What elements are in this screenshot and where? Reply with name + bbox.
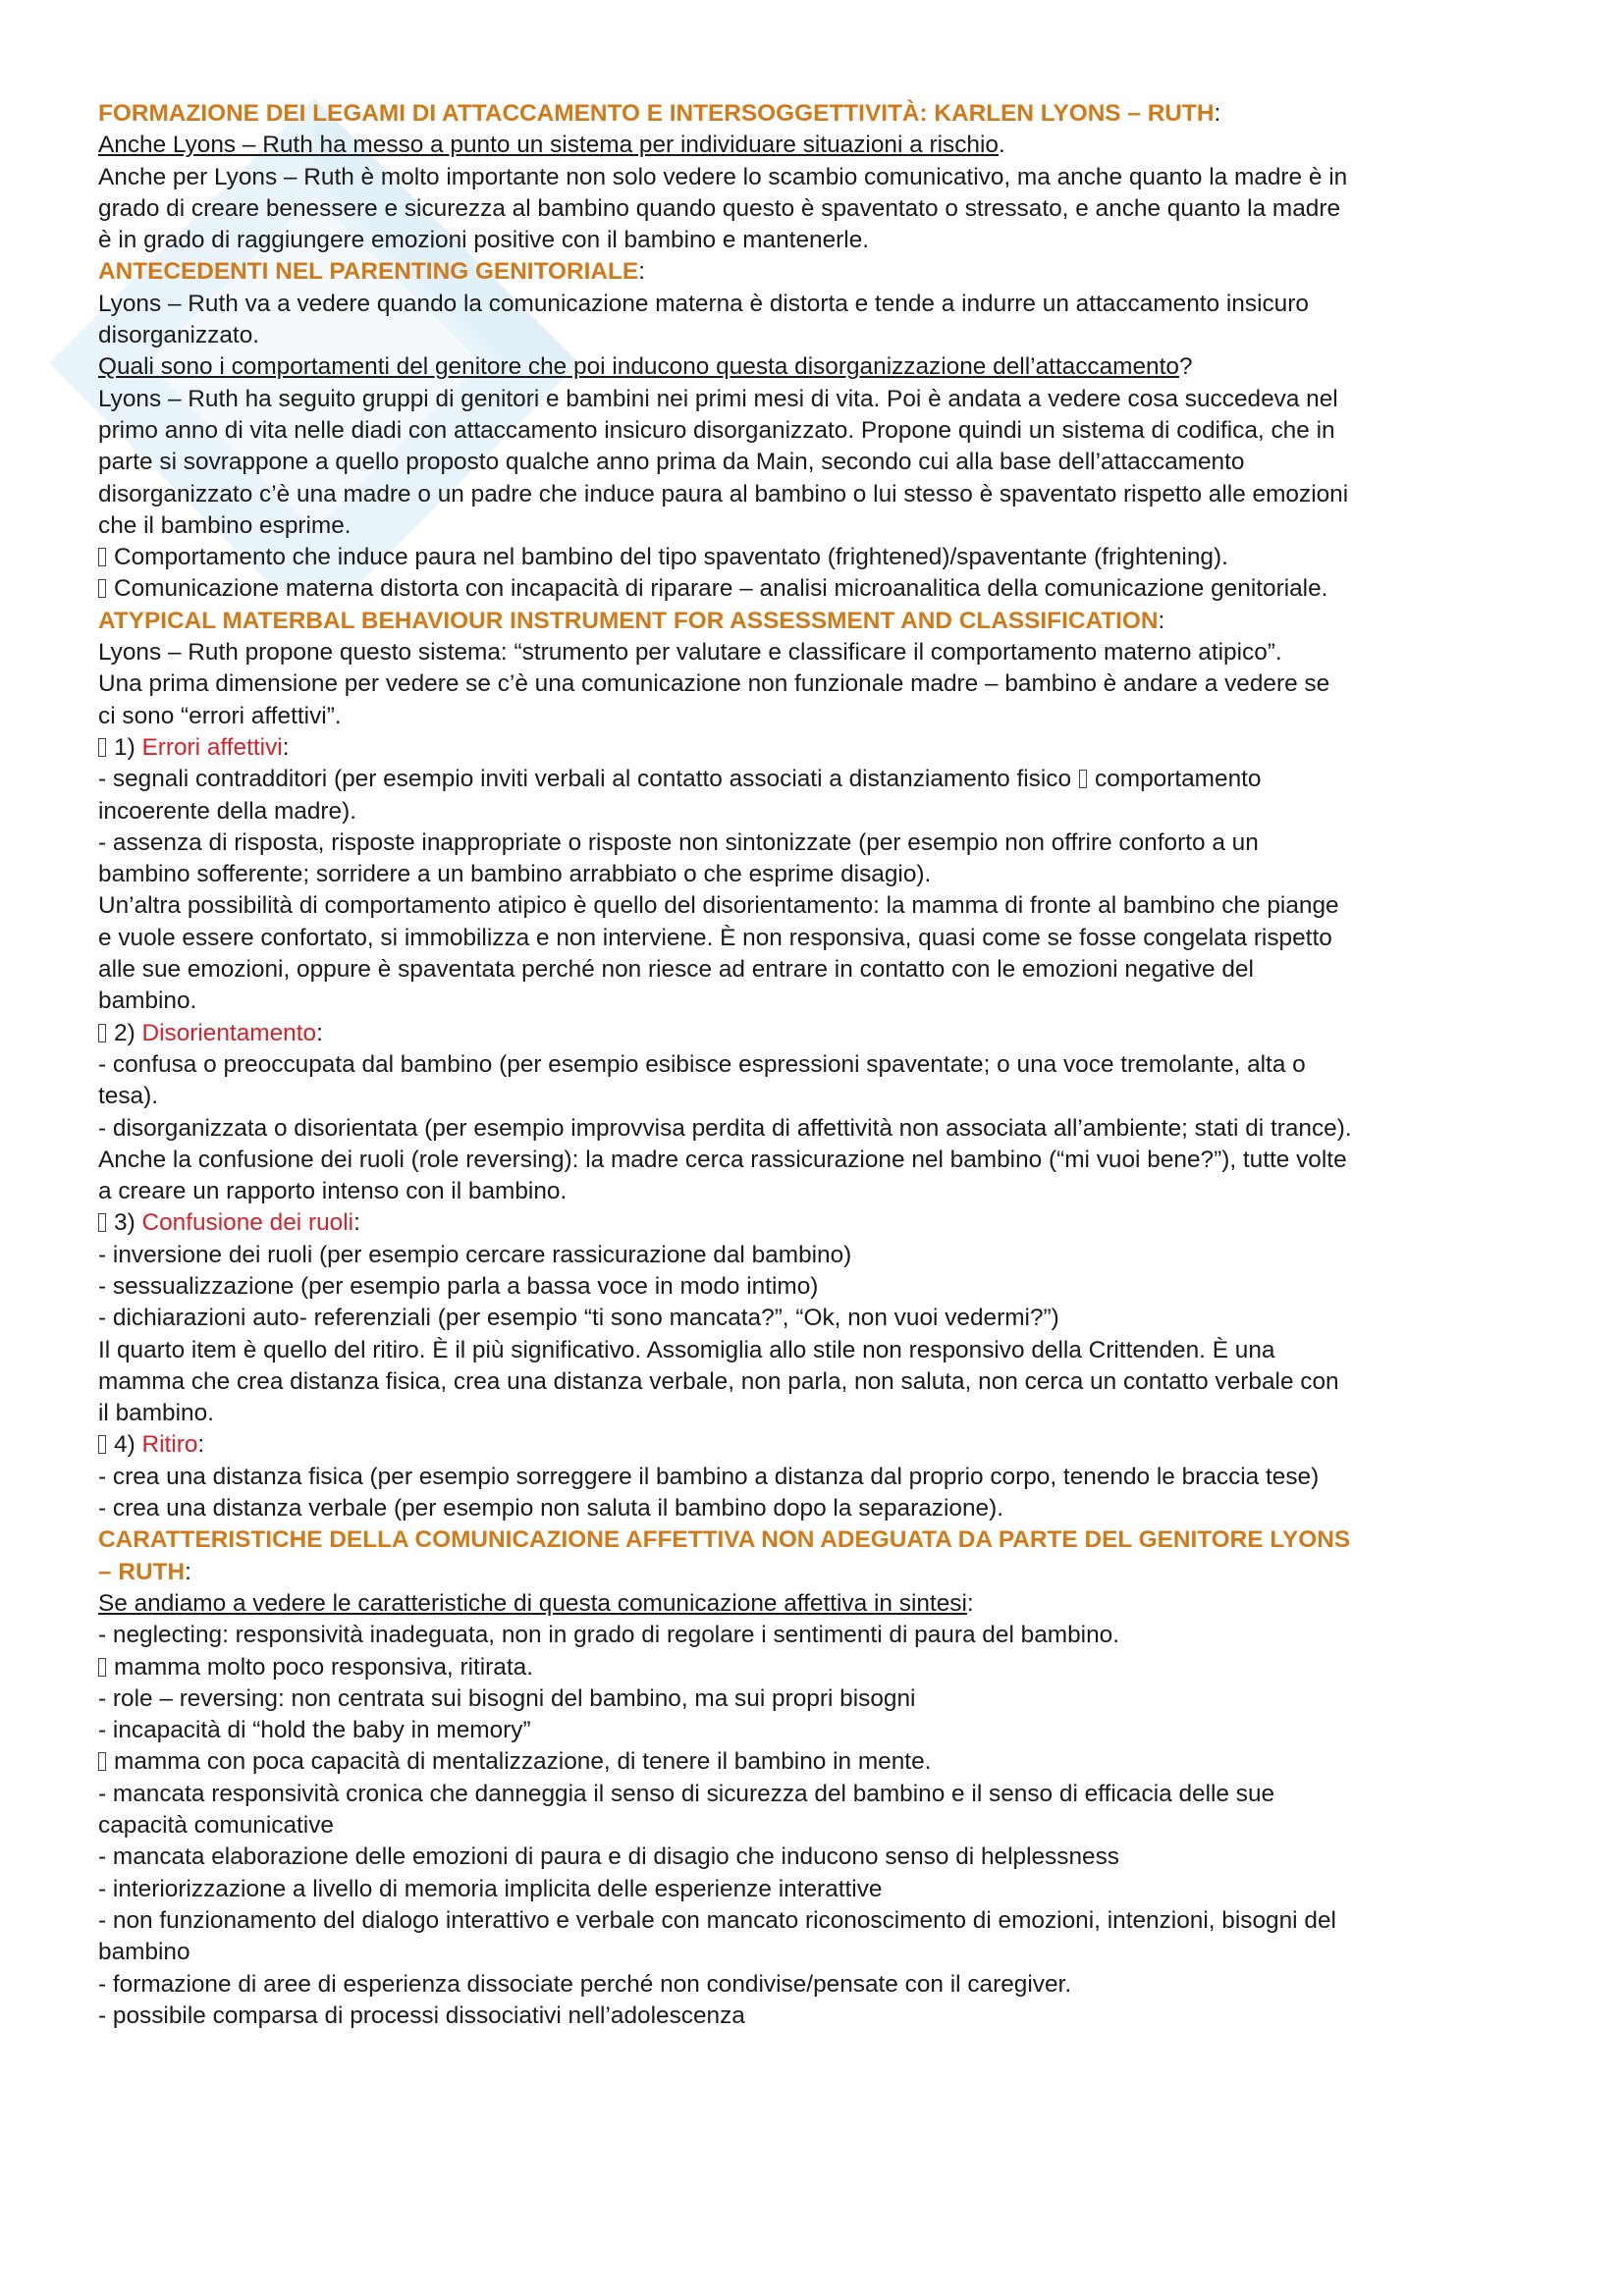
item-1: 1) Errori affettivi: (98, 732, 1542, 764)
box-bullet-icon (98, 1024, 106, 1042)
text-line: il bambino. (98, 1400, 214, 1427)
text-line: - role – reversing: non centrata sui bisogni del bambino, ma sui propri bisogni (98, 1684, 916, 1712)
bullet-line: Comunicazione materna distorta con incapacità di riparare – analisi microanalitica della comunicazione genitoriale. (98, 573, 1542, 605)
text-line: - interiorizzazione a livello di memoria implicita delle esperienze interattive (98, 1875, 883, 1902)
text-line: mamma che crea distanza fisica, crea una distanza verbale, non parla, non saluta, non cerca un contatto verbale con (98, 1367, 1339, 1395)
item-3: 3) Confusione dei ruoli: (98, 1207, 1542, 1239)
text-line: disorganizzato. (98, 322, 260, 349)
item-4: 4) Ritiro: (98, 1429, 1542, 1461)
text-line: a creare un rapporto intenso con il bambino. (98, 1178, 568, 1205)
text-line: - sessualizzazione (per esempio parla a bassa voce in modo intimo) (98, 1272, 819, 1300)
text-line: - possibile comparsa di processi dissociativi nell’adolescenza (98, 2002, 745, 2029)
heading-formazione: FORMAZIONE DEI LEGAMI DI ATTACCAMENTO E INTERSOGGETTIVITÀ: KARLEN LYONS – RUTH: (98, 100, 1221, 127)
text-line: Anche per Lyons – Ruth è molto importante non solo vedere lo scambio comunicativo, ma anche quanto la madre è in (98, 163, 1348, 190)
box-bullet-icon (1079, 770, 1087, 788)
question-line: Quali sono i comportamenti del genitore che poi inducono questa disorganizzazione dell’attaccamento? (98, 353, 1193, 381)
text-line: che il bambino esprime. (98, 511, 352, 539)
text-line: Lyons – Ruth va a vedere quando la comunicazione materna è distorta e tende a indurre un attaccamento insicuro (98, 290, 1309, 317)
text-line: - crea una distanza fisica (per esempio sorreggere il bambino a distanza dal proprio corpo, tenendo le braccia tese) (98, 1463, 1320, 1490)
box-bullet-icon (98, 548, 106, 566)
text-line: parte si sovrappone a quello proposto qualche anno prima da Main, secondo cui alla base dell’attaccamento (98, 449, 1245, 476)
text-line: - disorganizzata o disorientata (per esempio improvvisa perdita di affettività non associata all’ambiente; stati di trance). (98, 1114, 1352, 1142)
box-bullet-icon (98, 579, 106, 598)
text-line: disorganizzato c’è una madre o un padre che induce paura al bambino o lui stesso è spaventato rispetto alle emozioni (98, 480, 1349, 507)
text-line: - dichiarazioni auto- referenziali (per esempio “ti sono mancata?”, “Ok, non vuoi vedermi?”) (98, 1305, 1059, 1332)
text-line: grado di creare benessere e sicurezza al bambino quando questo è spaventato o stressato, e anche quanto la madre (98, 194, 1341, 222)
box-bullet-icon (98, 1213, 106, 1232)
text-line: Lyons – Ruth ha seguito gruppi di genitori e bambini nei primi mesi di vita. Poi è andata a vedere cosa succedeva nel (98, 385, 1338, 412)
heading-atypical: ATYPICAL MATERBAL BEHAVIOUR INSTRUMENT FOR ASSESSMENT AND CLASSIFICATION: (98, 607, 1165, 634)
text-line: - confusa o preoccupata dal bambino (per esempio esibisce espressioni spaventate; o una voce tremolante, alta o (98, 1050, 1306, 1078)
text-line: - assenza di risposta, risposte inappropriate o risposte non sintonizzate (per esempio non offrire conforto a un (98, 828, 1259, 856)
text-line: - formazione di aree di esperienza dissociate perché non condivise/pensate con il caregiver. (98, 1970, 1072, 1998)
text-line: Il quarto item è quello del ritiro. È il più significativo. Assomiglia allo stile non responsivo della Crittenden. È una (98, 1336, 1275, 1363)
text-line: bambino (98, 1939, 190, 1966)
text-line: - inversione dei ruoli (per esempio cercare rassicurazione dal bambino) (98, 1241, 852, 1268)
text-line: - neglecting: responsività inadeguata, non in grado di regolare i sentimenti di paura del bambino. (98, 1622, 1119, 1649)
text-line: - segnali contradditori (per esempio inviti verbali al contatto associati a distanziamento fisico comportamento (98, 766, 1262, 793)
text-line: bambino. (98, 988, 197, 1015)
text-line: - mancata elaborazione delle emozioni di paura e di disagio che inducono senso di helplessness (98, 1843, 1119, 1871)
box-bullet-icon (98, 1435, 106, 1454)
text-line: è in grado di raggiungere emozioni positive con il bambino e mantenerle. (98, 227, 870, 254)
heading-caratteristiche-cont: – RUTH: (98, 1558, 191, 1585)
text-line: Anche la confusione dei ruoli (role reversing): la madre cerca rassicurazione nel bambino (“mi vuoi bene?”), tutte volte (98, 1146, 1347, 1173)
bullet-line: mamma con poca capacità di mentalizzazione, di tenere il bambino in mente. (98, 1746, 1542, 1778)
text-line: ci sono “errori affettivi”. (98, 702, 342, 729)
document-body (98, 98, 1542, 2032)
text-line: incoerente della madre). (98, 797, 357, 825)
text-line: - non funzionamento del dialogo interattivo e verbale con mancato riconoscimento di emozioni, intenzioni, bisogni del (98, 1906, 1336, 1934)
box-bullet-icon (98, 738, 106, 757)
text-line: tesa). (98, 1083, 159, 1110)
box-bullet-icon (98, 1752, 106, 1771)
text-line: - incapacità di “hold the baby in memory” (98, 1717, 531, 1744)
text-line: primo anno di vita nelle diadi con attaccamento insicuro disorganizzato. Propone quindi un sistema di codifica, che in (98, 416, 1335, 444)
heading-antecedenti: ANTECEDENTI NEL PARENTING GENITORIALE: (98, 258, 645, 286)
summary-intro: Se andiamo a vedere le caratteristiche di questa comunicazione affettiva in sintesi: (98, 1589, 974, 1617)
text-line: capacità comunicative (98, 1812, 334, 1840)
text-line: alle sue emozioni, oppure è spaventata perché non riesce ad entrare in contatto con le emozioni negative del (98, 956, 1254, 984)
paragraph: Anche Lyons – Ruth ha messo a punto un sistema per individuare situazioni a rischio. (98, 132, 1005, 159)
text-line: - mancata responsività cronica che danneggia il senso di sicurezza del bambino e il senso di efficacia delle sue (98, 1780, 1275, 1807)
text-line: e vuole essere confortato, si immobilizza e non interviene. È non responsiva, quasi come se fosse congelata rispetto (98, 924, 1332, 951)
text-line: bambino sofferente; sorridere a un bambino arrabbiato o che esprime disagio). (98, 861, 932, 888)
bullet-line: mamma molto poco responsiva, ritirata. (98, 1652, 1542, 1683)
box-bullet-icon (98, 1658, 106, 1677)
text-line: Una prima dimensione per vedere se c’è una comunicazione non funzionale madre – bambino è andare a vedere se (98, 670, 1330, 698)
text-line: Lyons – Ruth propone questo sistema: “strumento per valutare e classificare il comportamento materno atipico”. (98, 639, 1282, 667)
item-2: 2) Disorientamento: (98, 1018, 1542, 1049)
heading-caratteristiche: CARATTERISTICHE DELLA COMUNICAZIONE AFFETTIVA NON ADEGUATA DA PARTE DEL GENITORE LYONS (98, 1526, 1351, 1554)
text-line: Un’altra possibilità di comportamento atipico è quello del disorientamento: la mamma di fronte al bambino che piange (98, 892, 1339, 920)
text-line: - crea una distanza verbale (per esempio non saluta il bambino dopo la separazione). (98, 1495, 1003, 1522)
bullet-line: Comportamento che induce paura nel bambino del tipo spaventato (frightened)/spaventante (frightening). (98, 542, 1542, 573)
